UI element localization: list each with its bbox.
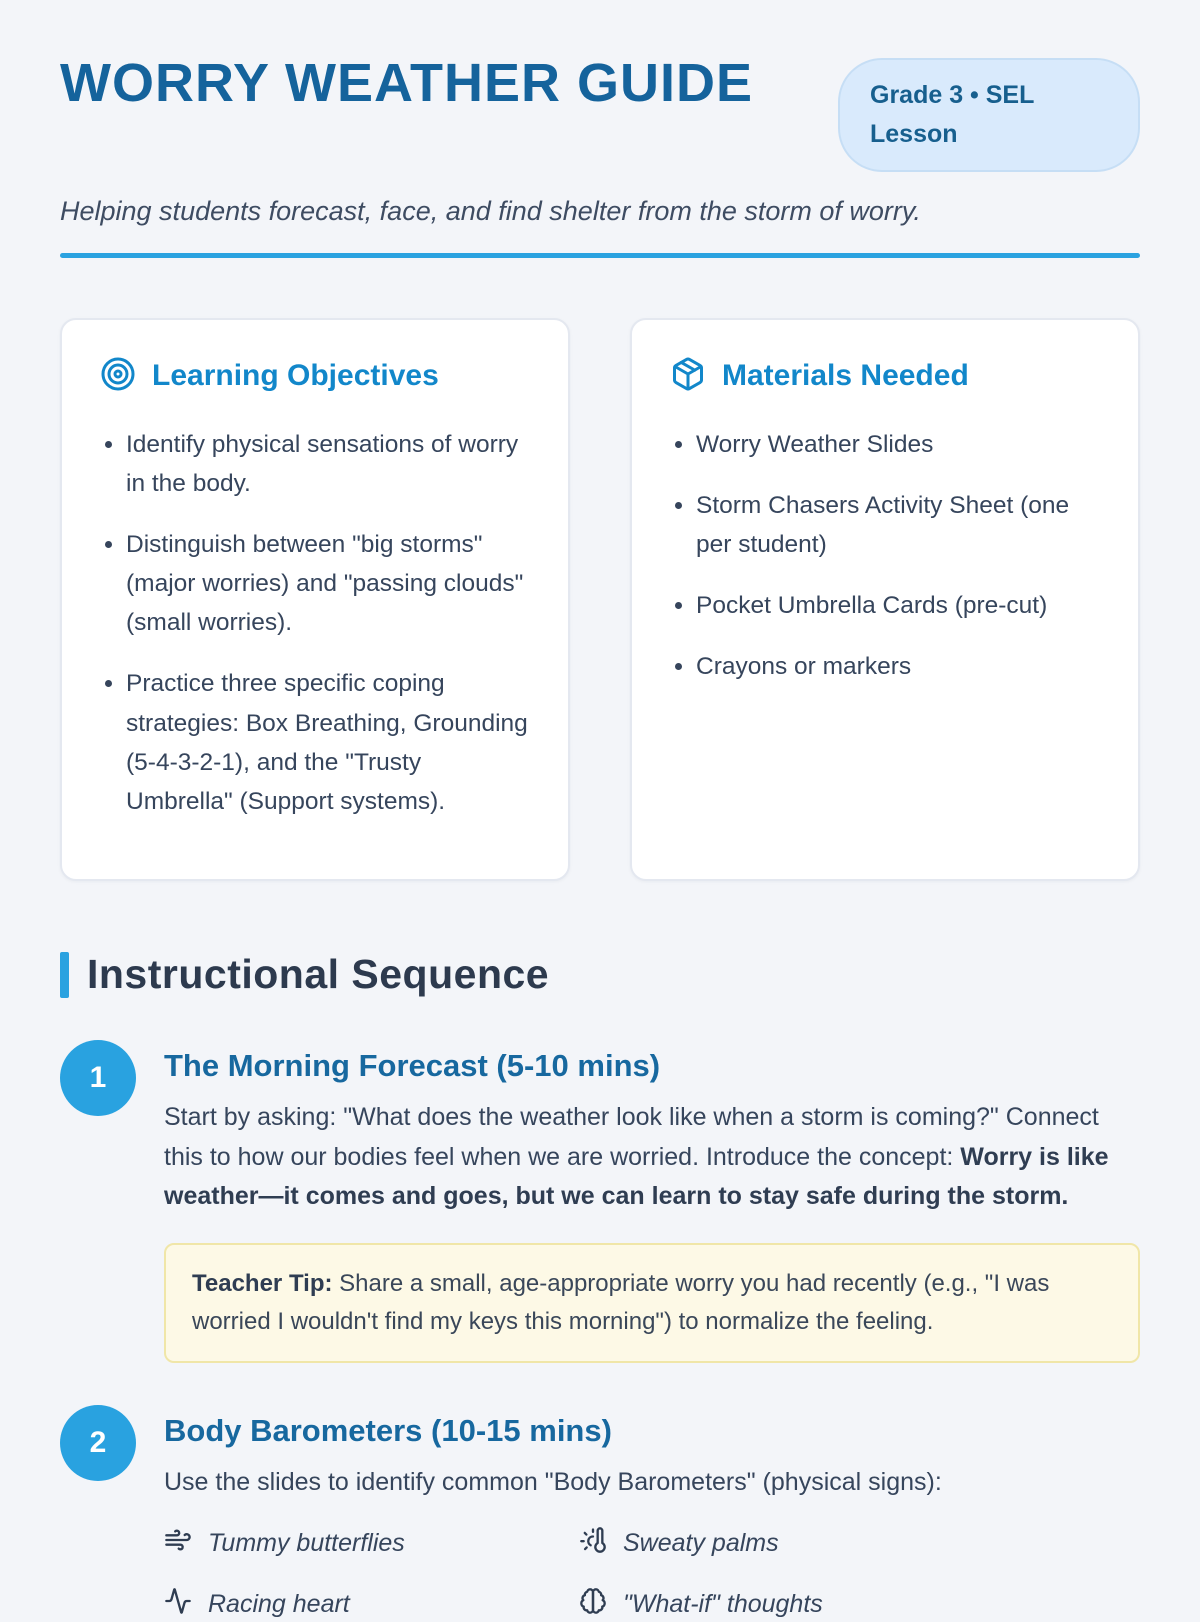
material-item: • Storm Chasers Activity Sheet (one per student) xyxy=(696,486,1100,564)
section-accent-bar xyxy=(60,952,69,998)
brain-icon xyxy=(579,1587,607,1622)
section-title: Instructional Sequence xyxy=(87,951,549,998)
body-sign-label: Sweaty palms xyxy=(623,1529,779,1558)
wind-icon xyxy=(164,1526,192,1561)
step-body-text: Start by asking: "What does the weather look like when a storm is coming?" Connect this to how our bodies feel when we are worried. Introduce the concept: xyxy=(164,1103,1099,1171)
body-sign-item xyxy=(164,1526,579,1561)
materials-needed-header xyxy=(670,356,1100,397)
material-item: • Crayons or markers xyxy=(696,647,1100,686)
step-2 xyxy=(60,1405,1140,1622)
subtitle: Helping students forecast, face, and find shelter from the storm of worry. xyxy=(60,196,1140,227)
objective-item: • Distinguish between "big storms" (major worries) and "passing clouds" (small worries). xyxy=(126,525,530,643)
step-body xyxy=(164,1098,1140,1217)
body-sign-item xyxy=(579,1526,1140,1561)
header xyxy=(60,52,1140,172)
material-item: • Worry Weather Slides xyxy=(696,425,1100,464)
body-sign-item xyxy=(164,1587,579,1622)
step-1-content xyxy=(164,1040,1140,1362)
step-body-bold-text: Worry is like weather—it comes and goes, but we can learn to stay safe during the storm. xyxy=(164,1143,1109,1211)
objective-item: • Identify physical sensations of worry in the body. xyxy=(126,425,530,503)
step-body: Use the slides to identify common "Body Barometers" (physical signs): xyxy=(164,1463,1140,1503)
objectives-list xyxy=(100,425,530,822)
thermometer-sun-icon xyxy=(579,1526,607,1561)
teacher-tip-text: Share a small, age-appropriate worry you had recently (e.g., "I was worried I wouldn't find my keys this morning") to normalize the feeling. xyxy=(192,1270,1049,1335)
heartbeat-icon xyxy=(164,1587,192,1622)
step-heading: The Morning Forecast (5-10 mins) xyxy=(164,1048,1140,1084)
materials-needed-card xyxy=(630,318,1140,882)
body-sign-label: Racing heart xyxy=(208,1590,350,1619)
learning-objectives-card xyxy=(60,318,570,882)
body-sign-label: Tummy butterflies xyxy=(208,1529,405,1558)
teacher-tip-label: Teacher Tip: xyxy=(192,1270,332,1297)
accent-divider xyxy=(60,253,1140,258)
page-title: WORRY WEATHER GUIDE xyxy=(60,52,753,115)
step-heading: Body Barometers (10-15 mins) xyxy=(164,1413,1140,1449)
learning-objectives-header xyxy=(100,356,530,397)
card-title: Learning Objectives xyxy=(152,359,439,393)
materials-list xyxy=(670,425,1100,687)
instructional-sequence-header xyxy=(60,951,1140,998)
body-sign-item xyxy=(579,1587,1140,1622)
step-1 xyxy=(60,1040,1140,1362)
step-number-badge: 2 xyxy=(60,1405,136,1481)
objective-item: • Practice three specific coping strategies: Box Breathing, Grounding (5-4-3-2-1), and the "Trusty Umbrella" (Support systems). xyxy=(126,664,530,821)
step-2-content xyxy=(164,1405,1140,1622)
info-cards xyxy=(60,318,1140,882)
material-item: • Pocket Umbrella Cards (pre-cut) xyxy=(696,586,1100,625)
teacher-tip-box xyxy=(164,1243,1140,1363)
package-icon xyxy=(670,356,706,397)
grade-badge: Grade 3 • SEL Lesson xyxy=(838,58,1140,172)
step-number-badge: 1 xyxy=(60,1040,136,1116)
body-signs-grid xyxy=(164,1526,1140,1622)
body-sign-label: "What-if" thoughts xyxy=(623,1590,823,1619)
target-icon xyxy=(100,356,136,397)
card-title: Materials Needed xyxy=(722,359,969,393)
